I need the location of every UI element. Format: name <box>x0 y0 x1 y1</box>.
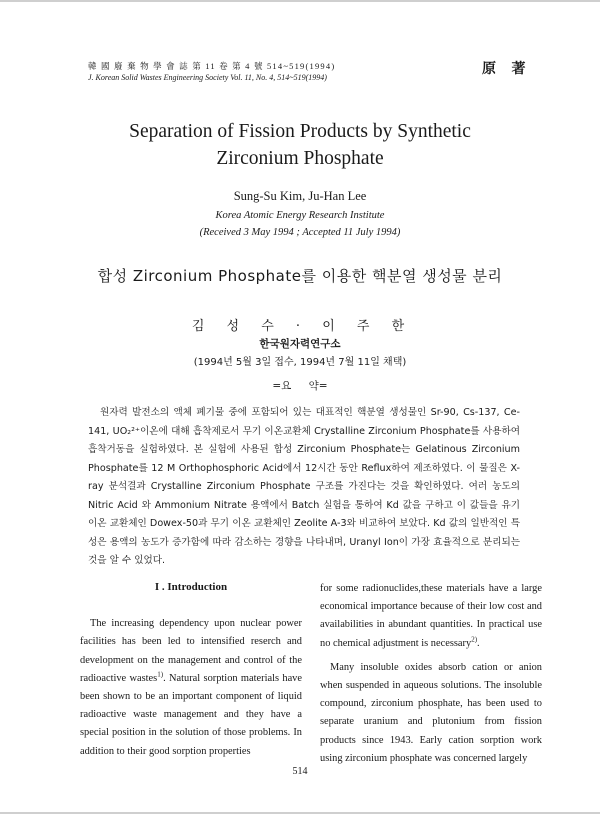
intro-text: . Natural sorption materials have been shown to be an important component of liquid radioactive waste management and they have a special position in the solution of those problems. In addition to their good sorption properties <box>80 672 302 757</box>
journal-header-english: J. Korean Solid Wastes Engineering Society Vol. 11, No. 4, 514~519(1994) <box>88 73 327 82</box>
article-type-tag: 原 著 <box>482 62 532 77</box>
citation-ref: 1) <box>157 670 164 679</box>
intro-paragraph-continued <box>320 580 542 653</box>
korean-abstract-heading: =요 약= <box>272 380 328 392</box>
top-border <box>0 0 600 2</box>
page-number: 514 <box>292 766 308 777</box>
citation-ref: 2) <box>471 635 478 644</box>
intro-paragraph-2: Many insoluble oxides absorb cation or anion when suspended in aqueous solutions. The insoluble compound, zirconium phosphate, has been used to separate uranium and plutonium from fission products since 1943. Early cation sorption work using zirconium phosphate was concerned largely <box>320 661 542 764</box>
left-column <box>80 578 302 761</box>
intro-text: The increasing dependency upon nuclear power facilities has been led to intensified reserch and development on the management and control of the radioactive wastes <box>80 618 302 684</box>
korean-abstract-text: 원자력 발전소의 액체 폐기물 중에 포함되어 있는 대표적인 핵분열 생성물인 Sr-90, Cs-137, Ce-141, UO₂²⁺이온에 대해 흡착제로서 무기 이온교환체 Crystalline Zirconium Phosphate를 사용하여 흡착거동을 실험하였다. 본 실험에 사용된 합성 Zirconium Phosphate는 Gelatinous Zirconium Phosphate를 12 M Orthophosphoric Acid에서 12시간 동안 Reflux하여 제조하였다. 이 물질은 X-ray 분석결과 Crystalline Zirconium Phosphate 구조를 가진다는 것을 확인하였다. 여러 농도의 Nitric Acid 와 Ammonium Nitrate 용액에서 Batch 실험을 통하여 Kd 값을 구하고 이 값들을 유기 이온 교환체인 Dowex-50과 무기 이온 교환체인 Zeolite A-3와 비교하여 보았다. Kd 값의 일반적인 특성은 용액의 농도가 증가함에 따라 감소하는 경향을 나타내며, Uranyl Ion이 가장 효율적으로 분리되는 것을 알 수 있었다. <box>88 407 520 566</box>
received-dates: (Received 3 May 1994 ; Accepted 11 July 1994) <box>199 227 401 238</box>
authors: Sung-Su Kim, Ju-Han Lee <box>233 189 367 203</box>
intro-text: for some radionuclides,these materials have a large economical importance because of their low cost and availabilities in abundant quantities. In practical use no chemical adjustment is necessary <box>320 583 542 649</box>
intro-text: . <box>477 637 480 649</box>
korean-abstract <box>88 404 520 571</box>
paper-title-line-2: Zirconium Phosphate <box>216 148 384 169</box>
korean-affiliation: 한국원자력연구소 <box>259 338 341 350</box>
section-heading: I . Introduction <box>154 581 228 593</box>
paper-title-line-1: Separation of Fission Products by Synthetic <box>129 121 471 142</box>
right-column <box>320 580 542 768</box>
intro-paragraph-1 <box>80 615 302 761</box>
journal-header-korean: 韓 國 廢 棄 物 學 會 誌 第 11 卷 第 4 號 514~519(1994) <box>88 61 336 71</box>
affiliation: Korea Atomic Energy Research Institute <box>215 210 385 221</box>
korean-received-dates: (1994년 5월 3일 접수, 1994년 7월 11일 채택) <box>193 357 407 368</box>
korean-title: 합성 Zirconium Phosphate를 이용한 핵분열 생성물 분리 <box>97 267 503 285</box>
korean-authors: 김 성 수 · 이 주 한 <box>191 319 409 334</box>
